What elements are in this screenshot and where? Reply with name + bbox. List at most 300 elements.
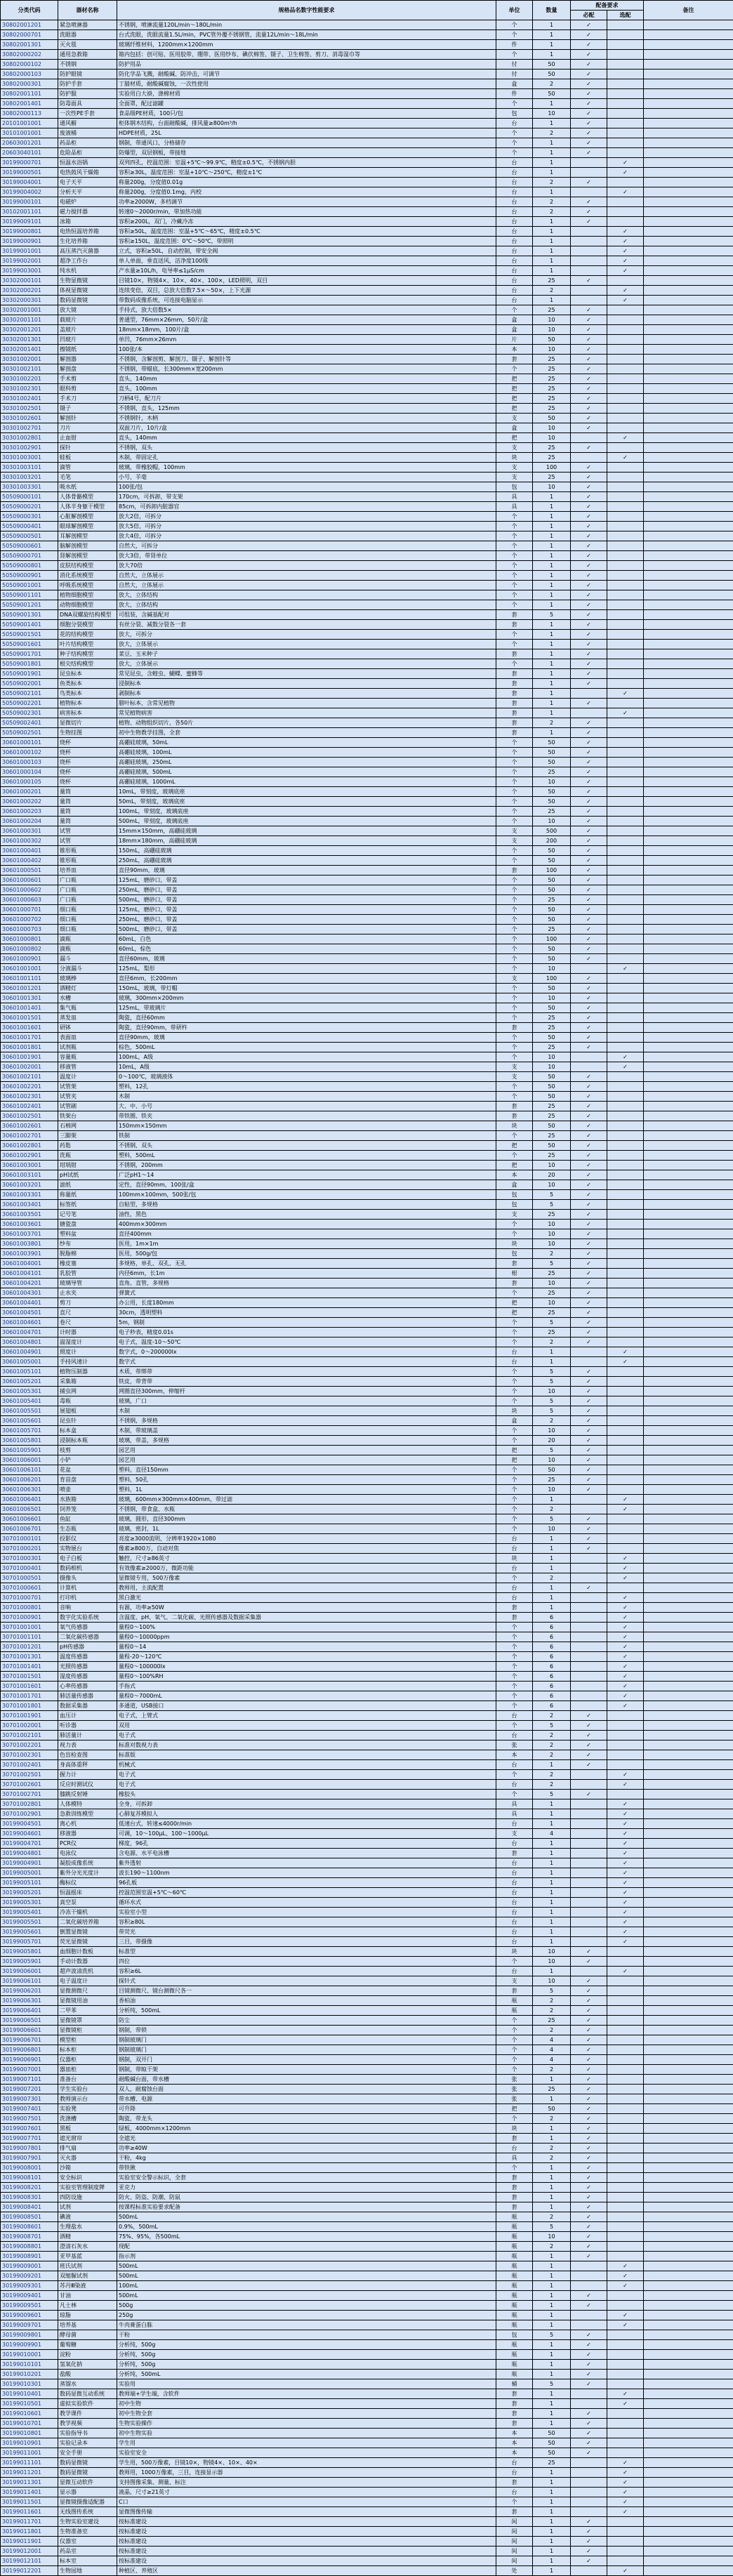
table-row: [1, 1996, 733, 2006]
row-remark: [644, 2478, 733, 2488]
row-code: 50509001801: [1, 659, 58, 669]
row-code: 30601004801: [1, 1337, 58, 1347]
row-unit: 套: [496, 1102, 533, 1111]
row-spec: 玻璃，圆形，直径300mm: [117, 1514, 496, 1524]
row-qty: 50: [533, 414, 571, 423]
row-name: 枝剪: [58, 1446, 117, 1455]
row-code: 30199009601: [1, 2311, 58, 2320]
row-unit: 包: [496, 1200, 533, 1210]
row-unit: 台: [496, 237, 533, 246]
row-name: 称量纸: [58, 1190, 117, 1200]
row-name: 玻璃棒: [58, 974, 117, 984]
row-name: 电子天平: [58, 178, 117, 187]
row-qty: 50: [533, 1092, 571, 1102]
table-row: [1, 482, 733, 492]
row-optional: [607, 1613, 644, 1623]
row-qty: 1: [533, 1534, 571, 1544]
row-spec: 容积≥150L，温度范围：0℃～50℃，带照明: [117, 237, 496, 246]
row-unit: 个: [496, 2497, 533, 2507]
row-required: [571, 954, 607, 964]
table-row: [1, 2281, 733, 2291]
row-unit: 个: [496, 1003, 533, 1013]
row-remark: [644, 1318, 733, 1328]
row-remark: [644, 2291, 733, 2301]
optional-check-icon: ✓: [623, 1850, 628, 1856]
row-name: 止水夹: [58, 1288, 117, 1298]
row-qty: 25: [533, 355, 571, 364]
required-check-icon: ✓: [586, 1103, 591, 1109]
row-qty: 1: [533, 1583, 571, 1593]
row-optional: [607, 158, 644, 168]
row-required: [571, 1888, 607, 1898]
row-remark: [644, 178, 733, 187]
row-code: 30199008901: [1, 2252, 58, 2261]
required-check-icon: ✓: [586, 1791, 591, 1797]
required-check-icon: ✓: [586, 1978, 591, 1984]
row-optional: [607, 1662, 644, 1672]
required-check-icon: ✓: [586, 956, 591, 962]
row-optional: [607, 1731, 644, 1741]
row-qty: 1: [533, 30, 571, 40]
required-check-icon: ✓: [586, 199, 591, 205]
row-remark: [644, 797, 733, 807]
row-remark: [644, 2232, 733, 2242]
row-unit: 个: [496, 1131, 533, 1141]
row-spec: 食品级PE材质，100只/包: [117, 109, 496, 119]
row-unit: 瓶: [496, 2232, 533, 2242]
row-spec: 自然大，可拆分: [117, 541, 496, 551]
optional-check-icon: ✓: [623, 238, 628, 244]
row-code: 30199010201: [1, 2370, 58, 2379]
row-remark: [644, 512, 733, 522]
table-row: [1, 2497, 733, 2507]
row-unit: 把: [496, 1141, 533, 1151]
row-optional: [607, 2556, 644, 2566]
row-remark: [644, 699, 733, 708]
row-remark: [644, 1573, 733, 1583]
row-code: 30601001801: [1, 1043, 58, 1052]
row-unit: 台: [496, 276, 533, 286]
row-optional: [607, 482, 644, 492]
row-unit: 个: [496, 1957, 533, 1967]
row-unit: 个: [496, 630, 533, 640]
row-remark: [644, 335, 733, 345]
required-check-icon: ✓: [586, 2548, 591, 2554]
required-check-icon: ✓: [586, 1093, 591, 1099]
row-name: 生物显微镜: [58, 276, 117, 286]
table-row: [1, 423, 733, 433]
table-row: [1, 728, 733, 738]
row-remark: [644, 1682, 733, 1691]
table-row: [1, 748, 733, 758]
row-remark: [644, 1917, 733, 1927]
row-optional: [607, 1593, 644, 1603]
row-optional: [607, 1328, 644, 1337]
row-unit: 个: [496, 885, 533, 895]
row-required: [571, 2271, 607, 2281]
row-remark: [644, 394, 733, 404]
row-spec: 钢制，带晾干架: [117, 2065, 496, 2075]
row-qty: 50: [533, 2104, 571, 2114]
row-required: [571, 1790, 607, 1799]
table-row: [1, 934, 733, 944]
row-remark: [644, 473, 733, 482]
row-optional: [607, 561, 644, 571]
row-optional: [607, 50, 644, 60]
row-required: [571, 974, 607, 984]
row-spec: 防化学品飞溅，耐酸碱、防冲击，可调节: [117, 70, 496, 79]
row-qty: 100: [533, 463, 571, 473]
row-name: 实验凳: [58, 2104, 117, 2114]
row-qty: 1: [533, 1593, 571, 1603]
required-check-icon: ✓: [586, 916, 591, 923]
row-spec: 转速0～2000r/min，带加热功能: [117, 207, 496, 217]
row-required: [571, 925, 607, 934]
row-remark: [644, 1613, 733, 1623]
required-check-icon: ✓: [586, 1280, 591, 1286]
required-check-icon: ✓: [586, 1221, 591, 1227]
row-required: [571, 2153, 607, 2163]
row-code: 30701001901: [1, 1711, 58, 1721]
row-qty: 1: [533, 2527, 571, 2537]
row-spec: 60mL，白色: [117, 934, 496, 944]
row-code: 30601006001: [1, 1455, 58, 1465]
row-spec: 电子式，上臂式: [117, 1711, 496, 1721]
table-row: [1, 246, 733, 256]
row-remark: [644, 1691, 733, 1701]
row-remark: [644, 689, 733, 699]
row-qty: 10: [533, 964, 571, 974]
row-unit: 台: [496, 168, 533, 178]
row-unit: 个: [496, 1642, 533, 1652]
table-row: [1, 1003, 733, 1013]
row-required: [571, 2448, 607, 2458]
row-unit: 套: [496, 2507, 533, 2517]
row-required: [571, 1003, 607, 1013]
row-spec: 波长190～1100nm: [117, 1868, 496, 1878]
row-code: 30601004601: [1, 1318, 58, 1328]
row-optional: [607, 2065, 644, 2075]
row-spec: 医用，500g/包: [117, 1249, 496, 1259]
row-optional: [607, 1986, 644, 1996]
row-spec: 玻璃，带盖，多规格: [117, 1436, 496, 1446]
row-code: 30601002901: [1, 1151, 58, 1161]
table-row: [1, 2271, 733, 2281]
row-spec: 容积≥30L，温度范围：室温+10℃～250℃，精度±1℃: [117, 168, 496, 178]
row-remark: [644, 1927, 733, 1937]
row-qty: 10: [533, 482, 571, 492]
optional-check-icon: ✓: [623, 1880, 628, 1886]
row-name: 电泳仪: [58, 1849, 117, 1858]
required-check-icon: ✓: [586, 61, 591, 67]
required-check-icon: ✓: [586, 2538, 591, 2544]
required-check-icon: ✓: [586, 2066, 591, 2073]
row-spec: 放大2倍，可拆分: [117, 512, 496, 522]
row-code: 30601000201: [1, 787, 58, 797]
row-code: 30199012101: [1, 2556, 58, 2566]
row-unit: 盒: [496, 79, 533, 89]
row-qty: 1: [533, 40, 571, 50]
row-unit: 个: [496, 993, 533, 1003]
row-required: [571, 2163, 607, 2173]
row-qty: 1: [533, 649, 571, 659]
row-name: 水槽: [58, 993, 117, 1003]
row-name: 药品室: [58, 2547, 117, 2556]
row-name: 黑板: [58, 2124, 117, 2134]
row-name: 呼吸系统模型: [58, 581, 117, 590]
row-name: 氢氧化钠: [58, 2360, 117, 2370]
row-spec: 像素≥800万，自动对焦: [117, 1544, 496, 1554]
row-required: [571, 2497, 607, 2507]
row-qty: 10: [533, 325, 571, 335]
required-check-icon: ✓: [586, 218, 591, 225]
required-check-icon: ✓: [586, 1260, 591, 1267]
table-row: [1, 718, 733, 728]
row-remark: [644, 1141, 733, 1151]
row-qty: 1: [533, 522, 571, 531]
row-qty: 5: [533, 1986, 571, 1996]
table-row: [1, 2566, 733, 2576]
row-unit: 本: [496, 1750, 533, 1760]
row-optional: [607, 1495, 644, 1505]
table-row: [1, 640, 733, 649]
row-qty: 1: [533, 659, 571, 669]
table-row: [1, 1849, 733, 1858]
row-remark: [644, 256, 733, 266]
row-name: 体视显微镜: [58, 286, 117, 296]
row-remark: [644, 89, 733, 99]
table-row: [1, 1465, 733, 1475]
required-check-icon: ✓: [586, 346, 591, 352]
row-remark: [644, 2330, 733, 2340]
row-name: 凝胶成像系统: [58, 1858, 117, 1868]
table-row: [1, 384, 733, 394]
row-remark: [644, 2193, 733, 2202]
row-remark: [644, 1229, 733, 1239]
optional-check-icon: ✓: [623, 1889, 628, 1896]
row-name: 毒瓶: [58, 1396, 117, 1406]
row-spec: 现配: [117, 2242, 496, 2252]
row-spec: 100张/本: [117, 345, 496, 355]
row-qty: 1: [533, 1839, 571, 1849]
row-required: [571, 2114, 607, 2124]
row-qty: 25: [533, 1102, 571, 1111]
row-qty: 10: [533, 1062, 571, 1072]
row-optional: [607, 2114, 644, 2124]
row-optional: [607, 522, 644, 531]
row-name: 皮肤结构模型: [58, 561, 117, 571]
row-name: 酒精: [58, 2232, 117, 2242]
optional-check-icon: ✓: [623, 2469, 628, 2476]
row-required: [571, 79, 607, 89]
table-row: [1, 669, 733, 679]
row-code: 30601003401: [1, 1200, 58, 1210]
row-remark: [644, 1790, 733, 1799]
row-spec: 自然大，立体展示: [117, 581, 496, 590]
row-code: 30199011701: [1, 2517, 58, 2527]
row-code: 30199004601: [1, 1829, 58, 1839]
row-code: 30301003101: [1, 463, 58, 473]
row-required: [571, 1161, 607, 1170]
row-name: 鱼类标本: [58, 679, 117, 689]
optional-check-icon: ✓: [623, 1938, 628, 1945]
row-required: [571, 2478, 607, 2488]
row-name: PCR仪: [58, 1839, 117, 1849]
row-qty: 4: [533, 2055, 571, 2065]
row-qty: 5: [533, 1200, 571, 1210]
required-check-icon: ✓: [586, 415, 591, 421]
row-code: 30301003301: [1, 482, 58, 492]
optional-check-icon: ✓: [623, 1968, 628, 1974]
row-unit: 套: [496, 2409, 533, 2419]
row-spec: 带荧光: [117, 1927, 496, 1937]
row-qty: 50: [533, 1082, 571, 1092]
row-optional: [607, 256, 644, 266]
row-unit: 支: [496, 1210, 533, 1220]
required-check-icon: ✓: [586, 671, 591, 677]
row-qty: 2: [533, 1249, 571, 1259]
table-row: [1, 2045, 733, 2055]
row-name: 铁架台: [58, 1111, 117, 1121]
row-qty: 1: [533, 2271, 571, 2281]
table-row: [1, 2517, 733, 2527]
row-name: 恒温水浴锅: [58, 158, 117, 168]
row-unit: 个: [496, 1524, 533, 1534]
row-unit: 套: [496, 355, 533, 364]
required-check-icon: ✓: [586, 513, 591, 520]
row-spec: 直角、直管，多规格: [117, 1279, 496, 1288]
row-qty: 1: [533, 2252, 571, 2261]
row-name: 盖玻片: [58, 325, 117, 335]
row-qty: 25: [533, 1043, 571, 1052]
row-required: [571, 2075, 607, 2085]
row-remark: [644, 1131, 733, 1141]
required-check-icon: ✓: [586, 897, 591, 903]
row-spec: 可调，10～100μL、100～1000μL: [117, 1829, 496, 1839]
row-remark: [644, 227, 733, 237]
row-name: 移液器: [58, 1829, 117, 1839]
row-spec: 250mL，高硼硅玻璃: [117, 856, 496, 866]
required-check-icon: ✓: [586, 2096, 591, 2102]
table-row: [1, 335, 733, 345]
row-spec: 防尘: [117, 2016, 496, 2026]
row-code: 30199012201: [1, 2566, 58, 2576]
row-code: 30301002601: [1, 414, 58, 423]
row-spec: 170cm，可拆卸，带支架: [117, 492, 496, 502]
row-name: 植物标本: [58, 699, 117, 708]
row-spec: 250mL，磨砂口，带盖: [117, 915, 496, 925]
row-code: 50509000101: [1, 492, 58, 502]
row-code: 30199010901: [1, 2438, 58, 2448]
row-optional: [607, 1406, 644, 1416]
table-row: [1, 1357, 733, 1367]
row-qty: 25: [533, 807, 571, 817]
row-unit: 个: [496, 1033, 533, 1043]
row-name: 碘液: [58, 2212, 117, 2222]
row-remark: [644, 1986, 733, 1996]
row-required: [571, 276, 607, 286]
row-required: [571, 2144, 607, 2153]
row-spec: 不锈钢，多规格: [117, 1416, 496, 1426]
row-remark: [644, 2212, 733, 2222]
row-optional: [607, 1799, 644, 1809]
row-optional: [607, 335, 644, 345]
row-unit: 套: [496, 1613, 533, 1623]
row-optional: [607, 1849, 644, 1858]
row-qty: 1: [533, 1878, 571, 1888]
row-remark: [644, 138, 733, 148]
row-optional: [607, 1682, 644, 1691]
row-unit: 台: [496, 1347, 533, 1357]
row-spec: 50mL，带刻度，玻璃底座: [117, 797, 496, 807]
row-spec: 放大，立体结构: [117, 590, 496, 600]
row-name: 乳胶管: [58, 1269, 117, 1279]
row-spec: 实验室安全: [117, 2448, 496, 2458]
optional-check-icon: ✓: [623, 1555, 628, 1561]
row-remark: [644, 276, 733, 286]
row-optional: [607, 2330, 644, 2340]
row-code: 30199000501: [1, 168, 58, 178]
row-remark: [644, 1416, 733, 1426]
table-row: [1, 453, 733, 463]
row-remark: [644, 758, 733, 767]
required-check-icon: ✓: [586, 2106, 591, 2112]
row-name: 量筒: [58, 817, 117, 826]
table-row: [1, 551, 733, 561]
row-unit: 个: [496, 1475, 533, 1485]
row-optional: [607, 1770, 644, 1780]
table-row: [1, 79, 733, 89]
row-code: 50509000901: [1, 571, 58, 581]
row-remark: [644, 463, 733, 473]
table-row: [1, 227, 733, 237]
row-optional: [607, 1092, 644, 1102]
row-optional: [607, 758, 644, 767]
row-required: [571, 1996, 607, 2006]
row-unit: 支: [496, 1976, 533, 1986]
required-check-icon: ✓: [586, 91, 591, 97]
required-check-icon: ✓: [586, 1015, 591, 1021]
row-unit: 个: [496, 1288, 533, 1298]
row-spec: 标准版: [117, 1750, 496, 1760]
row-unit: 块: [496, 2124, 533, 2134]
row-name: 培养皿: [58, 866, 117, 876]
row-optional: [607, 1367, 644, 1377]
header-spec: 规格品名数字性能要求: [117, 1, 496, 20]
row-remark: [644, 492, 733, 502]
required-check-icon: ✓: [586, 759, 591, 765]
required-check-icon: ✓: [586, 317, 591, 323]
row-spec: 多规格，单孔、双孔、无孔: [117, 1259, 496, 1269]
row-required: [571, 1927, 607, 1937]
row-spec: 陶瓷，直径60mm: [117, 1013, 496, 1023]
row-required: [571, 2035, 607, 2045]
row-name: 虚拟实验软件: [58, 2399, 117, 2409]
row-spec: 量程0～10000ppm: [117, 1632, 496, 1642]
row-name: 光照传感器: [58, 1662, 117, 1672]
row-unit: 瓶: [496, 2370, 533, 2379]
row-optional: [607, 2458, 644, 2468]
table-row: [1, 1455, 733, 1465]
row-spec: 100mm×100mm，500张/包: [117, 1190, 496, 1200]
required-check-icon: ✓: [586, 2155, 591, 2161]
row-qty: 25: [533, 473, 571, 482]
row-qty: 1: [533, 1898, 571, 1908]
optional-check-icon: ✓: [623, 297, 628, 303]
row-unit: 把: [496, 1446, 533, 1455]
row-optional: [607, 473, 644, 482]
row-spec: 高硼硅玻璃，100mL: [117, 748, 496, 758]
